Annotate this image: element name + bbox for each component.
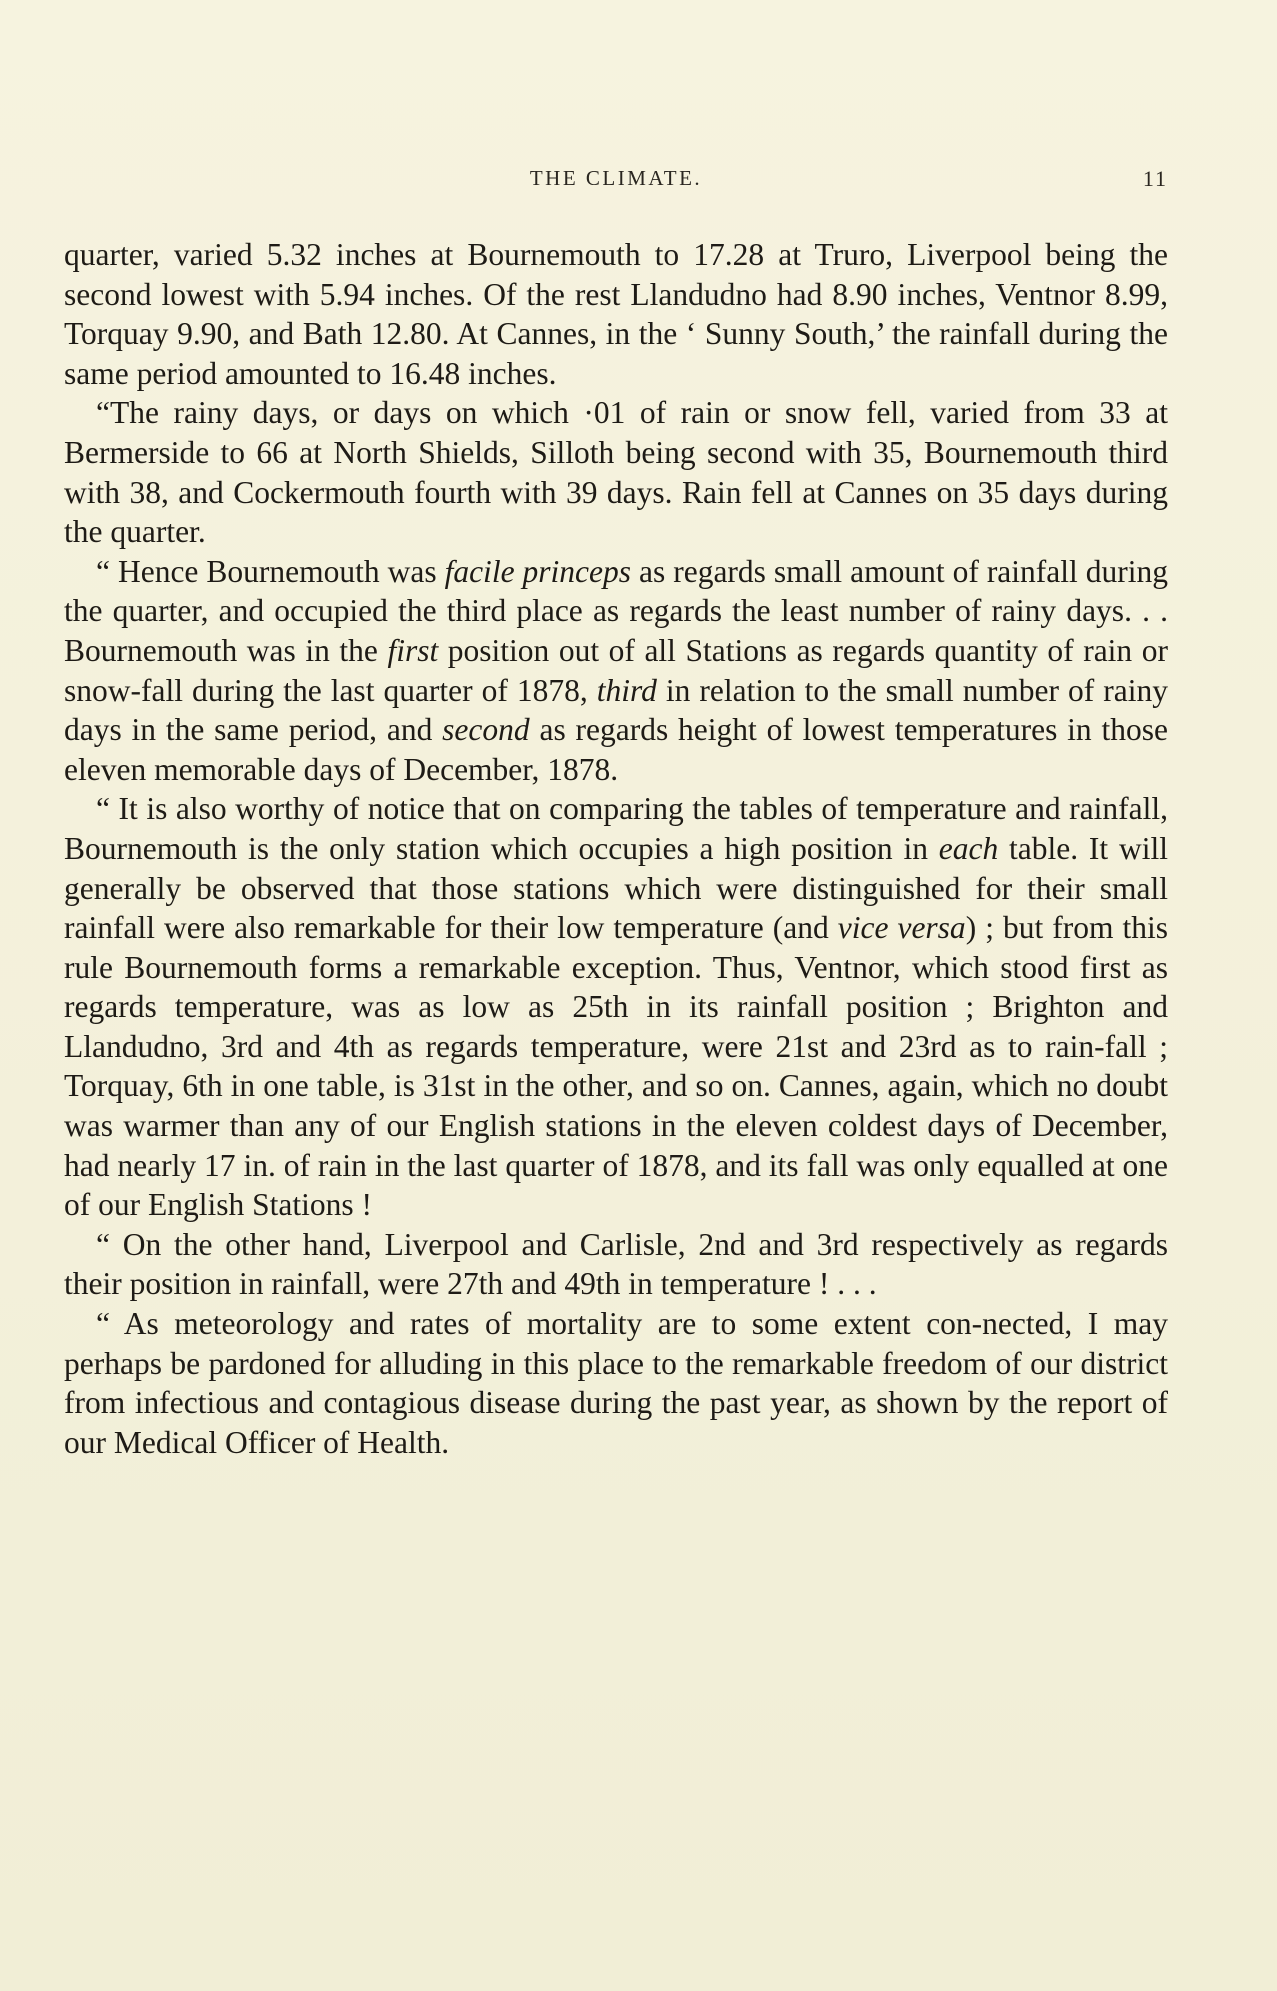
- text-span: as regards small amount of rainfall during the quarter, and occupied the third place as regards the least number of rainy days. . . Bournemouth was in the: [64, 553, 1168, 668]
- italic-phrase: first: [387, 632, 439, 668]
- italic-phrase: second: [442, 712, 530, 748]
- text-span: “ On the other hand, Liverpool and Carlisle, 2nd and 3rd respectively as regards their position in rainfall, were 27th and 49th in temperature ! . . .: [64, 1226, 1168, 1302]
- paragraph-facile-princeps: [64, 552, 1168, 790]
- running-title: THE CLIMATE.: [529, 166, 703, 190]
- paragraph-rainy-days: [64, 393, 1168, 551]
- text-span: ) ; but from this rule Bournemouth forms a remarkable exception. Thus, Ventnor, which stood first as regards temperature, was as low as 25th in its rainfall position ; Brighton and Llandudno, 3rd and 4th as regards temperature, were 21st and 23rd as to rain-fall ; Torquay, 6th in one table, is 31st in the other, and so on. Cannes, again, which no doubt was warmer than any of our English stations in the eleven coldest days of December, had nearly 17 in. of rain in the last quarter of 1878, and its fall was only equalled at one of our English Stations !: [64, 910, 1168, 1223]
- page-number: 11: [1142, 166, 1168, 191]
- text-span: “The rainy days, or days on which ·01 of rain or snow fell, varied from 33 at Bermerside to 66 at North Shields, Silloth being second with 35, Bournemouth third with 38, and Cockermouth fourth with 39 days. Rain fell at Cannes on 35 days during the quarter.: [64, 395, 1168, 550]
- text-span: “ It is also worthy of notice that on comparing the tables of temperature and rainfall, Bournemouth is the only station which occupies a high position in: [64, 791, 1168, 866]
- paragraph-temperature-and-rainfall: [64, 789, 1168, 1225]
- text-span: quarter, varied 5.32 inches at Bournemouth to 17.28 at Truro, Liverpool being the second lowest with 5.94 inches. Of the rest Llandudno had 8.90 inches, Ventnor 8.99, Torquay 9.90, and Bath 12.80. At Cannes, in the ‘ Sunny South,’ the rainfall during the same period amounted to 16.48 inches.: [64, 237, 1168, 391]
- paragraph-rainfall-amounts: [64, 235, 1168, 393]
- italic-phrase: each: [938, 830, 999, 866]
- italic-phrase: vice versa: [837, 910, 966, 946]
- text-span: position out of all Stations as regards quantity of rain or snow-fall during the last quarter of 1878,: [64, 632, 1168, 708]
- italic-phrase: facile princeps: [444, 553, 632, 589]
- text-span: in relation to the small number of rainy days in the same period, and: [64, 672, 1168, 748]
- text-span: as regards height of lowest temperatures in those eleven memorable days of December, 1878.: [64, 712, 1168, 787]
- text-span: “ As meteorology and rates of mortality are to some extent con-nected, I may perhaps be pardoned for alluding in this place to the remarkable freedom of our district from infectious and contagious disease during the past year, as shown by the report of our Medical Officer of Health.: [64, 1306, 1168, 1460]
- body-text: [64, 235, 1168, 1462]
- running-head: [64, 166, 1168, 196]
- paragraph-liverpool-carlisle: [64, 1225, 1168, 1304]
- italic-phrase: third: [596, 672, 657, 708]
- paragraph-meteorology-mortality: [64, 1304, 1168, 1462]
- text-span: “ Hence Bournemouth was: [96, 553, 445, 589]
- text-span: table. It will generally be observed that those stations which were distinguished for their small rainfall were also remarkable for their low temperature (and: [64, 830, 1168, 946]
